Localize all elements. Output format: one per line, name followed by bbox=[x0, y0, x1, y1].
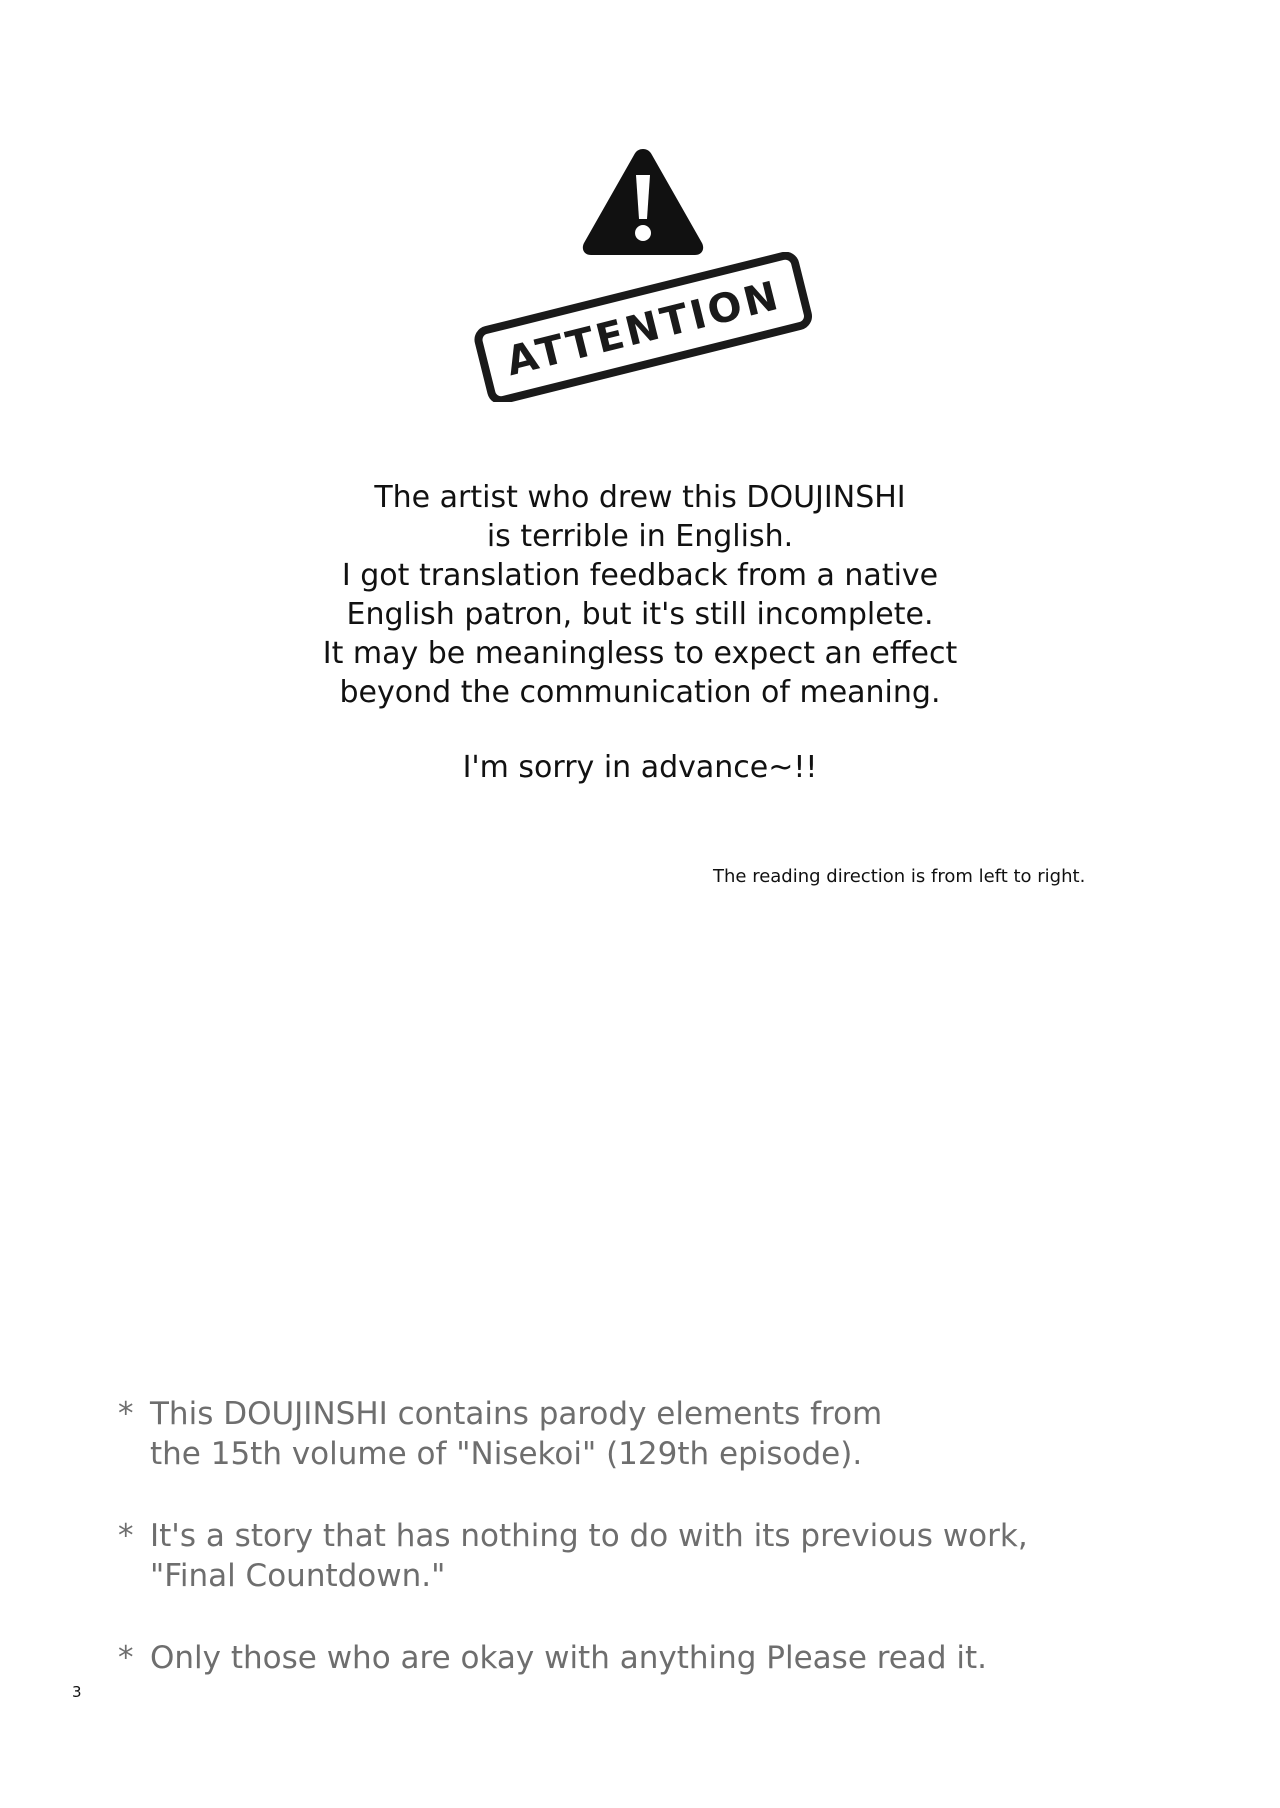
remark-line: Only those who are okay with anything Please read it. bbox=[150, 1640, 988, 1676]
notice-line: English patron, but it's still incomplete. bbox=[346, 597, 934, 632]
page-number: 3 bbox=[72, 1683, 82, 1701]
remark-bullet: * bbox=[118, 1518, 134, 1554]
notice-line: I got translation feedback from a native bbox=[341, 558, 939, 593]
attention-stamp bbox=[466, 252, 820, 402]
reading-direction-note: The reading direction is from left to right. bbox=[713, 866, 1086, 887]
notice-line: It may be meaningless to expect an effect bbox=[322, 636, 958, 671]
translation-notice bbox=[240, 478, 1040, 712]
remark-bullet: * bbox=[118, 1640, 134, 1676]
remark-item bbox=[118, 1638, 1158, 1678]
remark-item bbox=[118, 1516, 1158, 1596]
remark-item bbox=[118, 1394, 1158, 1474]
remark-line: This DOUJINSHI contains parody elements from bbox=[150, 1396, 883, 1432]
remark-line: the 15th volume of "Nisekoi" (129th episode). bbox=[150, 1436, 863, 1472]
warning-triangle-icon bbox=[578, 143, 708, 261]
remark-line: "Final Countdown." bbox=[150, 1558, 446, 1594]
remark-line: It's a story that has nothing to do with its previous work, bbox=[150, 1518, 1028, 1554]
notice-line: is terrible in English. bbox=[486, 519, 794, 554]
remarks-list bbox=[118, 1394, 1158, 1720]
notice-line: beyond the communication of meaning. bbox=[339, 675, 941, 710]
remark-bullet: * bbox=[118, 1396, 134, 1432]
apology-text: I'm sorry in advance~!! bbox=[462, 750, 818, 785]
attention-stamp-text: ATTENTION bbox=[501, 272, 786, 386]
notice-line: The artist who drew this DOUJINSHI bbox=[374, 480, 906, 515]
